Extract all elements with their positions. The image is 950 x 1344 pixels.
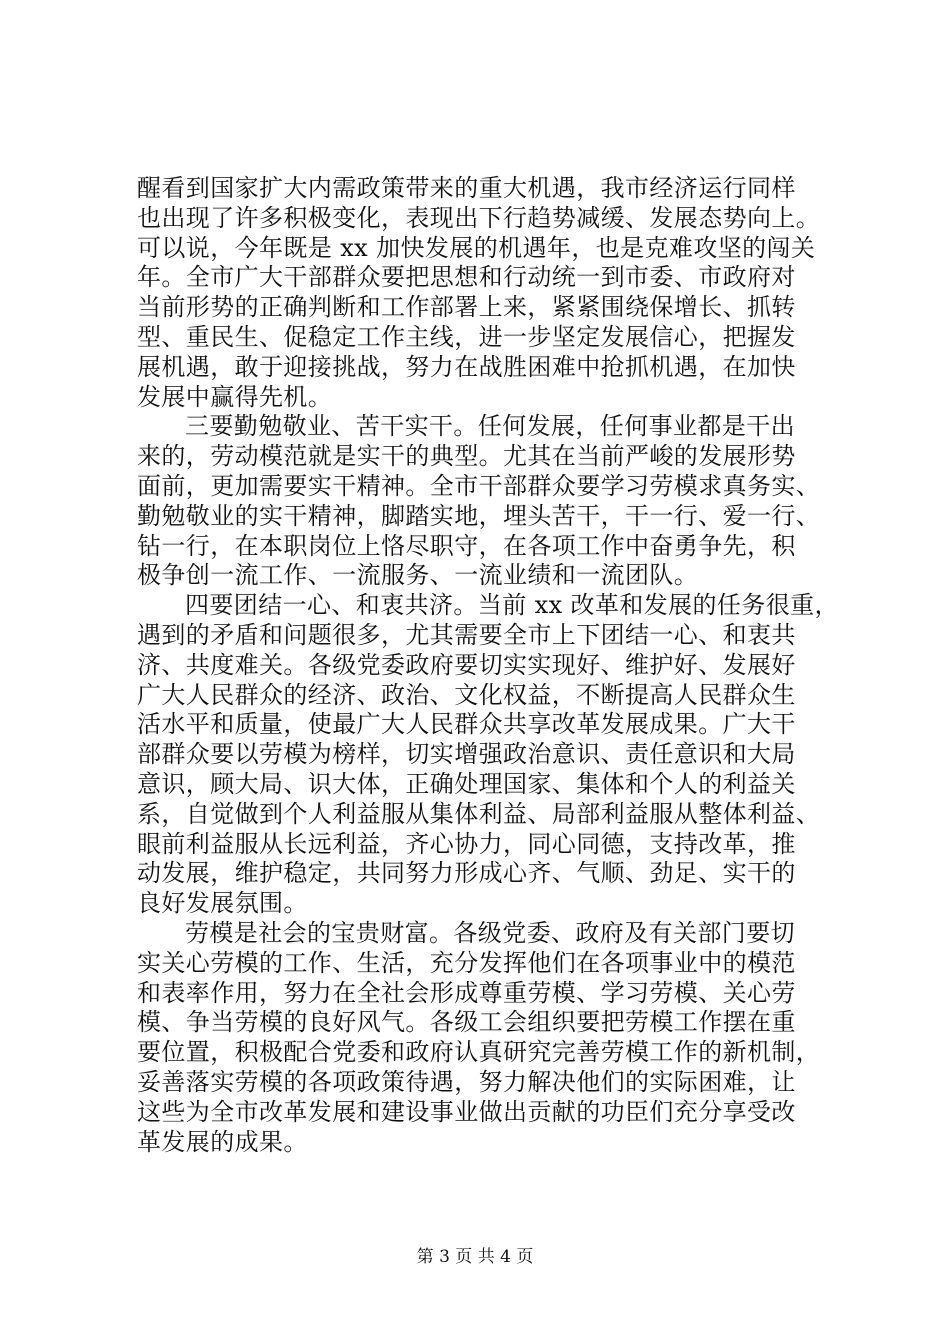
- text-line: 妥善落实劳模的各项政策待遇，努力解决他们的实际困难，让: [137, 1067, 796, 1096]
- text-line: 和表率作用，努力在全社会形成尊重劳模、学习劳模、关心劳: [137, 978, 796, 1007]
- text-line: 发展中赢得先机。: [137, 382, 333, 411]
- page-footer: 第 3 页 共 4 页: [416, 1247, 534, 1267]
- text-line: 意识，顾大局、识大体，正确处理国家、集体和个人的利益关: [137, 769, 796, 798]
- text-line: 劳模是社会的宝贵财富。各级党委、政府及有关部门要切: [185, 918, 795, 947]
- text-line: 这些为全市改革发展和建设事业做出贡献的功臣们充分享受改: [137, 1097, 796, 1126]
- text-line: 活水平和质量，使最广大人民群众共享改革发展成果。广大干: [137, 710, 796, 739]
- text-line: 三要勤勉敬业、苦干实干。任何发展，任何事业都是干出: [185, 412, 795, 441]
- text-line: 良好发展氛围。: [137, 889, 308, 918]
- text-line: 展机遇，敢于迎接挑战，努力在战胜困难中抢抓机遇，在加快: [137, 352, 796, 381]
- text-line: 四要团结一心、和衷共济。当前 xx 改革和发展的任务很重，: [185, 591, 839, 620]
- text-line: 部群众要以劳模为榜样，切实增强政治意识、责任意识和大局: [137, 740, 796, 769]
- text-line: 革发展的成果。: [137, 1127, 308, 1156]
- text-line: 系，自觉做到个人利益服从集体利益、局部利益服从整体利益、: [137, 799, 821, 828]
- text-line: 要位置，积极配合党委和政府认真研究完善劳模工作的新机制，: [137, 1038, 821, 1067]
- text-line: 钻一行，在本职岗位上恪尽职守，在各项工作中奋勇争先，积: [137, 531, 796, 560]
- text-line: 遇到的矛盾和问题很多，尤其需要全市上下团结一心、和衷共: [137, 620, 796, 649]
- text-line: 面前，更加需要实干精神。全市干部群众要学习劳模求真务实、: [137, 471, 821, 500]
- text-line: 模、争当劳模的良好风气。各级工会组织要把劳模工作摆在重: [137, 1008, 796, 1037]
- text-line: 动发展，维护稳定，共同努力形成心齐、气顺、劲足、实干的: [137, 859, 796, 888]
- text-line: 济、共度难关。各级党委政府要切实实现好、维护好、发展好: [137, 650, 796, 679]
- text-line: 年。全市广大干部群众要把思想和行动统一到市委、市政府对: [137, 263, 796, 292]
- text-line: 醒看到国家扩大内需政策带来的重大机遇，我市经济运行同样: [137, 174, 796, 202]
- text-line: 眼前利益服从长远利益，齐心协力，同心同德，支持改革，推: [137, 829, 796, 858]
- text-line: 极争创一流工作、一流服务、一流业绩和一流团队。: [137, 561, 699, 590]
- text-line: 可以说，今年既是 xx 加快发展的机遇年，也是克难攻坚的闯关: [137, 233, 816, 262]
- text-line: 来的，劳动模范就是实干的典型。尤其在当前严峻的发展形势: [137, 442, 796, 471]
- text-line: 型、重民生、促稳定工作主线，进一步坚定发展信心，把握发: [137, 322, 796, 351]
- text-line: 勤勉敬业的实干精神，脚踏实地，埋头苦干，干一行、爱一行、: [137, 501, 821, 530]
- text-line: 当前形势的正确判断和工作部署上来，紧紧围绕保增长、抓转: [137, 293, 796, 322]
- text-line: 广大人民群众的经济、政治、文化权益，不断提高人民群众生: [137, 680, 796, 709]
- text-line: 实关心劳模的工作、生活，充分发挥他们在各项事业中的模范: [137, 948, 796, 977]
- text-line: 也出现了许多积极变化，表现出下行趋势减缓、发展态势向上。: [137, 203, 821, 232]
- document-body: [137, 174, 839, 1157]
